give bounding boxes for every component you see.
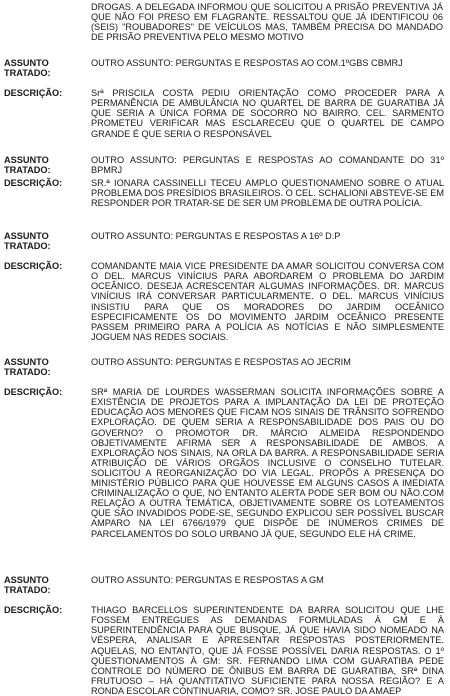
description-text: THIAGO BARCELLOS SUPERINTENDENTE DA BARRA SOLICITOU QUE LHE FOSSEM ENTREGUES AS DEMANDAS FORMULADAS À GM E À SUPERINTENDÊNCIA PARA QUE BUSQUE, JÁ QUE HAVIA SIDO NOMEADO NA VÉSPERA, ANALISAR E APRESENTAR RESPOSTAS POSTERIORMENTE. AQUELAS, NO ENTANTO, QUE JÁ FOSSE POSSÍVEL DARIA RESPOSTAS. O 1º QUESTIONAMENTOS À GM: SR. FERNANDO LIMA COM GUARATIBA PEDE CONTROLE DO NÚMERO DE ÔNIBUS EM BARRA DE GUARATIBA, SRª DINA FRUTUOSO – HÁ QUANTITATIVO SUFICIENTE PARA NOSSA REGIÃO? E A RONDA ESCOLAR CONTINUARIA, COMO? SR. JOSE PAULO DA AMAEP — [91, 605, 444, 696]
description-label: DESCRIÇÃO: — [4, 605, 63, 616]
description-label: DESCRIÇÃO: — [4, 88, 63, 99]
description-label: DESCRIÇÃO: — [4, 261, 63, 272]
entry-31-bpmrj — [4, 155, 444, 208]
subject-label: ASSUNTO TRATADO: — [4, 155, 51, 176]
description-text: COMANDANTE MAIA VICE PRESIDENTE DA AMAR SOLICITOU CONVERSA COM O DEL. MARCUS VINÍCIUS PARA ABORDAREM O PROBLEMA DO JARDIM OCEÂNICO. DESEJA ACRESCENTAR ALGUMAS INFORMAÇÕES. DR. MARCUS VINÍCIUS IRÁ CONVERSAR PARTICULARMENTE. O DEL. MARCUS VINÍCIUS INSISTIU PARA QUE OS MORADORES DO JARDIM OCEÂNICO ESPECIFICAMENTE OS DO MOVIMENTO JARDIM OCEÂNICO PRESENTE PASSEM PRIMEIRO PARA A POLÍCIA AS NOTÍCIAS E NÃO SIMPLESMENTE JOGUEM NAS REDES SOCIAIS. — [91, 261, 444, 342]
entry-com-1gbs — [4, 58, 444, 139]
description-text: SRª MARIA DE LOURDES WASSERMAN SOLICITA INFORMAÇÕES SOBRE A EXISTÊNCIA DE PROJETOS PARA A IMPLANTAÇÃO DA LEI DE PROTEÇÃO EDUCAÇÃO AOS MENORES QUE FICAM NOS SINAIS DE TRÂNSITO SOFRENDO EXPLORAÇÃO. DE QUEM SERIA A RESPONSABILIDADE DOS PAIS OU DO GOVERNO? O PROMOTOR DR. MÁRCIO ALMEIDA RESPONDENDO OBJETIVAMENTE AFIRMA SER A RESPONSABILIDADE DE AMBOS. A EXPLORAÇÃO NOS SINAIS, NA ORLA DA BARRA. A RESPONSABILIDADE SERIA ATRIBUIÇÃO DE VÁRIOS ORGÃOS INCLUSIVE O CONSELHO TUTELAR. SOLICITOU A REORGANIZAÇÃO DO VIA LEGAL. PROPÕS A PRESENÇA DO MINISTÉRIO PÚBLICO PARA QUE HOUVESSE EM ALGUNS CASOS A IMEDIATA CRIMINALIZAÇÃO O QUE, NO ENTANTO ALERTA PODE SER BOM OU NÃO.COM RELAÇÃO A OUTRA TEMÁTICA, OBJETIVAMENTE SOBRE OS LOTEAMENTOS QUE SÃO INVADIDOS PODE-SE, SEGUNDO EXPLICOU SER POSSÍVEL BUSCAR AMPARO NA LEI 6766/1979 QUE DISPÕE DE INÚMEROS CRIMES DE PARCELAMENTOS DO SOLO URBANO JÁ QUE, SEGUNDO ELE HÁ CRIME. — [91, 387, 444, 539]
subject-label: ASSUNTO TRATADO: — [4, 58, 51, 79]
entry-16-dp — [4, 231, 444, 342]
subject-label: ASSUNTO TRATADO: — [4, 357, 51, 378]
description-label: DESCRIÇÃO: — [4, 387, 63, 398]
subject-label: ASSUNTO TRATADO: — [4, 575, 51, 596]
entry-jecrim — [4, 357, 444, 539]
description-label: DESCRIÇÃO: — [4, 178, 63, 189]
subject-text: OUTRO ASSUNTO: PERGUNTAS E RESPOSTAS AO JECRIM — [91, 357, 351, 367]
intro-paragraph: DROGAS. A DELEGADA INFORMOU QUE SOLICITOU A PRISÃO PREVENTIVA JÁ QUE NÃO FOI PRESO EM FLAGRANTE. RESSALTOU QUE JÁ IDENTIFICOU 06 (SEIS) "ROUBADORES" DE VEÍCULOS MAS, TAMBÉM PRECISA DO MANDADO DE PRISÃO PREVENTIVA PELO MESMO MOTIVO — [91, 2, 443, 43]
description-text: Srª PRISCILA COSTA PEDIU ORIENTAÇÃO COMO PROCEDER PARA A PERMANÊNCIA DE AMBULÂNCIA NO QUARTEL DE BARRA DE GUARATIBA JÁ QUE SERIA A ÚNICA FORMA DE SOCORRO NO BAIRRO. CEL. SARMENTO PROMETEU VERIFICAR MAS ESCLARECEU QUE O QUARTEL DE CAMPO GRANDE É QUE SERIA O RESPONSÁVEL — [91, 88, 444, 139]
subject-text: OUTRO ASSUNTO: PERGUNTAS E RESPOSTAS AO COMANDANTE DO 31º BPMRJ — [91, 155, 444, 176]
subject-text: OUTRO ASSUNTO: PERGUNTAS E RESPOSTAS A GM — [91, 575, 324, 585]
subject-text: OUTRO ASSUNTO: PERGUNTAS E RESPOSTAS AO COM.1ºGBS CBMRJ — [91, 58, 403, 68]
subject-text: OUTRO ASSUNTO: PERGUNTAS E RESPOSTAS A 16º D.P — [91, 231, 341, 241]
description-text: SR.ª IONARA CASSINELLI TECEU AMPLO QUESTIONAMENO SOBRE O ATUAL PROBLEMA DOS PRESÍDIOS BRASILEIROS. O CEL. SCHALIONI ABSTEVE-SE EM RESPONDER POR TRATAR-SE DE SER UM PROBLEMA DE OUTRA POLÍCIA. — [91, 178, 444, 209]
subject-label: ASSUNTO TRATADO: — [4, 231, 51, 252]
entry-gm — [4, 575, 444, 696]
